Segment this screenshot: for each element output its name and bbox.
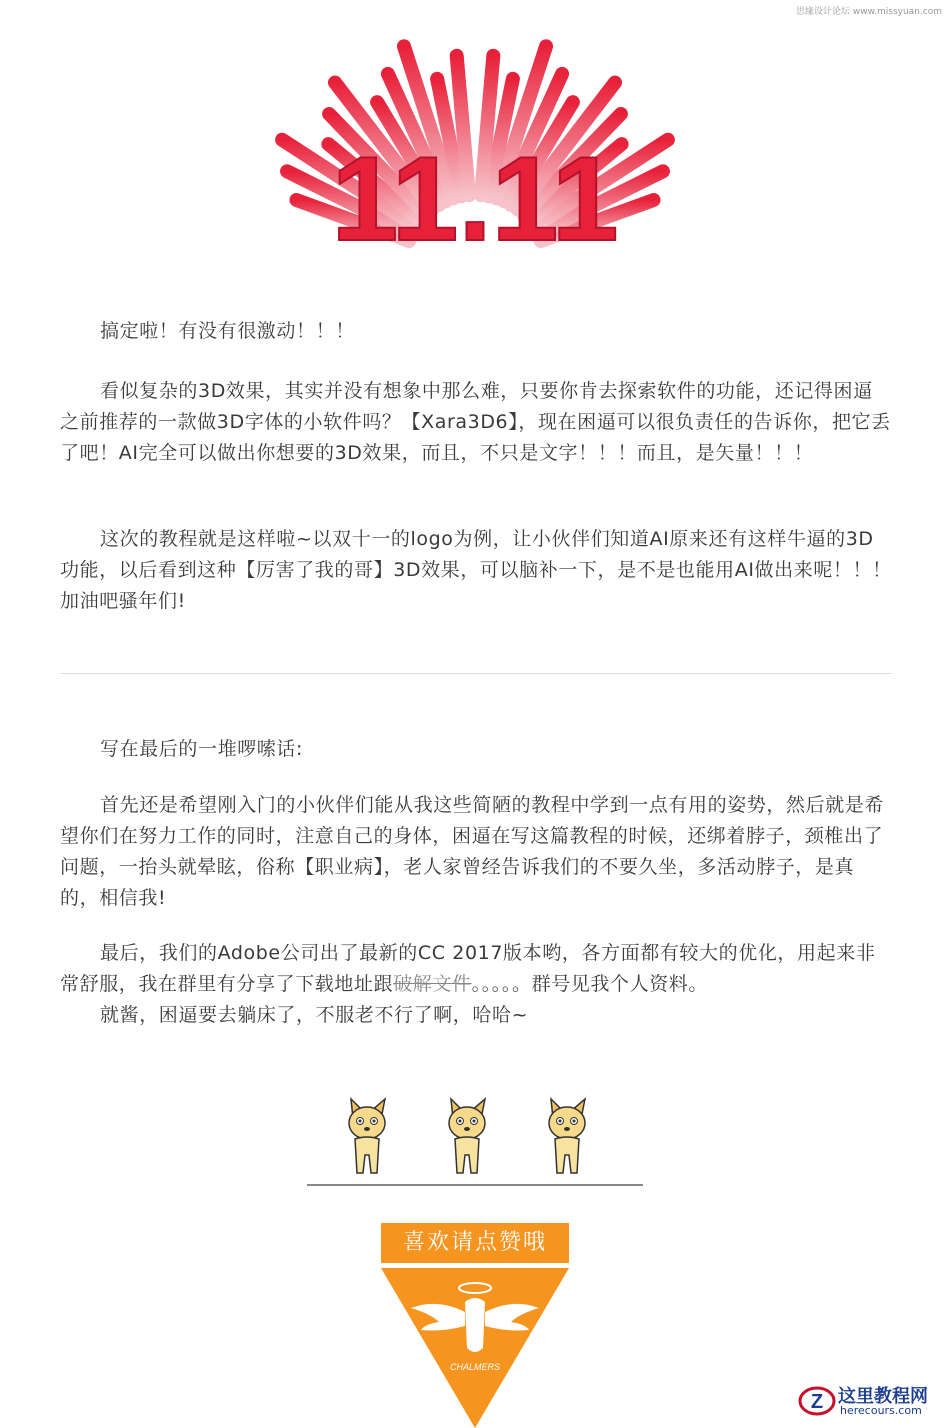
paragraph-closing-heading: 写在最后的一堆啰嗦话: xyxy=(100,738,304,760)
site-logo-icon xyxy=(798,1382,836,1420)
paragraph-adobe xyxy=(60,938,892,1000)
adobe-text-b: 。。。。。群号见我个人资料。 xyxy=(471,973,709,995)
paragraph-health: 首先还是希望刚入门的小伙伴们能从我这些简陋的教程中学到一点有用的姿势，然后就是希望你们在努力工作的同时，注意自己的身体，困逼在写这篇教程的时候，还绑着脖子，颈椎出了问题，一抬头就晕眩，俗称【职业病】，老人家曾经告诉我们的不要久坐，多活动脖子，是真的，相信我! xyxy=(60,794,885,909)
paragraph-3d-effect: 看似复杂的3D效果，其实并没有想象中那么难，只要你肯去探索软件的功能，还记得困逼之前推荐的一款做3D字体的小软件吗？【Xara3D6】，现在困逼可以很负责任的告诉你，把它丢了吧！AI完全可以做出你想要的3D效果，而且，不只是文字！！！而且，是矢量！！！ xyxy=(60,380,891,464)
doge-2 xyxy=(449,1099,485,1173)
adobe-text-a: 最后，我们的Adobe公司出了最新的CC 2017版本哟，各方面都有较大的优化，用起来非常舒服，我在群里有分享了下载地址跟 xyxy=(60,942,876,995)
paragraph-intro: 搞定啦！有没有很激动！！！ xyxy=(100,320,355,342)
site-url: herecours.com xyxy=(840,1404,922,1417)
svg-text:Z: Z xyxy=(810,1391,824,1413)
strike-text: 破解文件 xyxy=(393,973,472,995)
paragraph-tutorial: 这次的教程就是这样啦~以双十一的logo为例，让小伙伴们知道AI原来还有这样牛逼的3D功能，以后看到这种【厉害了我的哥】3D效果，可以脑补一下，是不是也能用AI做出来呢！！！加油吧骚年们! xyxy=(60,528,892,612)
dancing-doge-illustration xyxy=(305,1090,645,1190)
brand-name: CHALMERS xyxy=(449,1362,501,1372)
site-name: 这里教程网 xyxy=(838,1386,928,1407)
hero-number: 11.11 xyxy=(331,132,619,266)
top-watermark: 思缘设计论坛 www.missyuan.com xyxy=(796,7,942,17)
paragraph-signoff: 就酱，困逼要去躺床了，不服老不行了啊，哈哈~ xyxy=(100,1004,529,1026)
doge-3 xyxy=(549,1099,585,1173)
section-divider xyxy=(60,673,892,674)
double-eleven-hero-graphic xyxy=(255,25,695,275)
site-logo xyxy=(798,1382,944,1422)
like-badge-label: 喜欢请点赞哦 xyxy=(381,1223,569,1263)
chalmers-logo-badge xyxy=(381,1268,569,1428)
doge-1 xyxy=(349,1099,385,1173)
